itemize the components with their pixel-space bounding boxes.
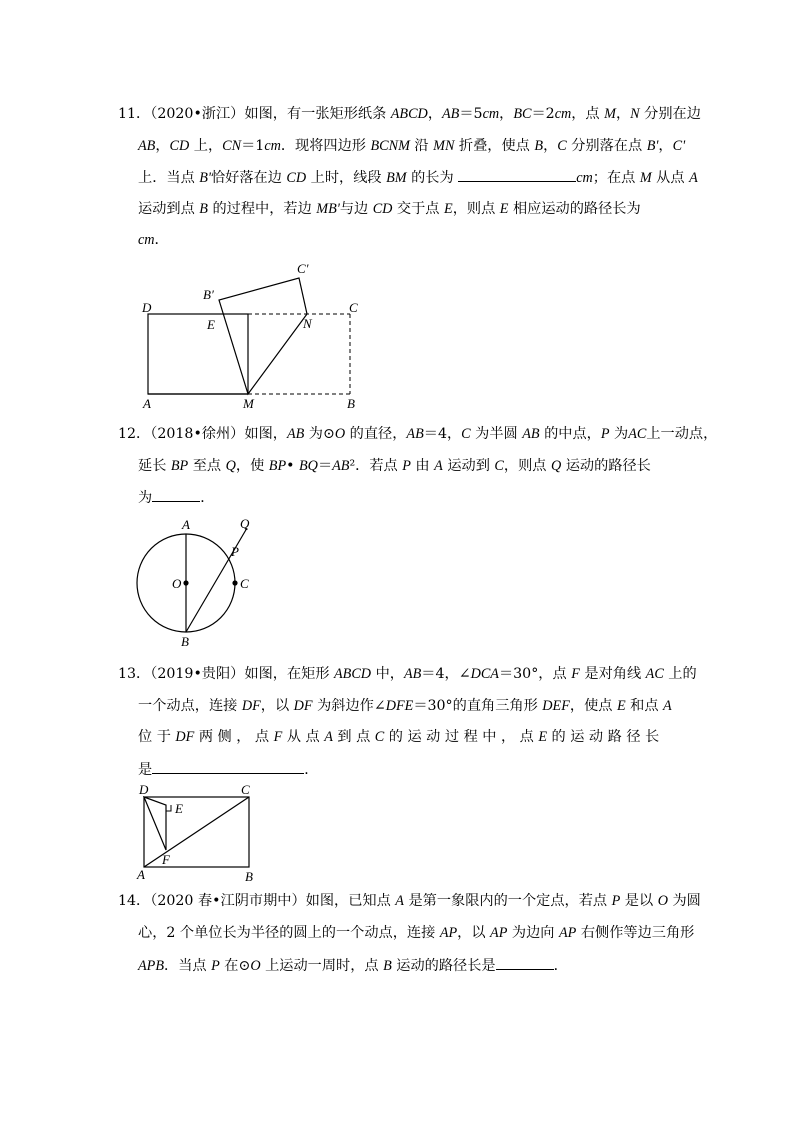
text-run: 与边 xyxy=(339,201,373,217)
text-run: 右侧作等边三角形 xyxy=(576,925,695,941)
math-symbol: F xyxy=(571,666,580,682)
math-symbol: AB xyxy=(522,426,540,442)
text-run: ，使点 xyxy=(569,698,617,714)
math-symbol: A xyxy=(689,170,698,186)
p12-line-2 xyxy=(138,456,651,476)
p13-line-2 xyxy=(138,696,672,716)
text-run: ，点 xyxy=(571,106,605,122)
text-run: ，以 xyxy=(260,698,294,714)
text-run: ，使 xyxy=(235,458,269,474)
text-run: 相应运动的路径长为 xyxy=(508,201,641,217)
answer-blank[interactable] xyxy=(458,167,576,182)
text-run: ，则点 xyxy=(503,458,551,474)
math-symbol: P xyxy=(402,458,411,474)
math-symbol: APB xyxy=(138,958,164,974)
text-run: 交于点 xyxy=(392,201,445,217)
p13-source: （2019•贵阳） xyxy=(150,666,245,682)
p11-rect-ABCD-left xyxy=(148,314,248,394)
text-run: 上一动点， xyxy=(646,426,718,442)
math-symbol: AP xyxy=(558,925,577,941)
text-run: 的中点， xyxy=(539,426,601,442)
text-run: ＝4， xyxy=(423,426,462,442)
p12-label-C: C xyxy=(240,576,249,591)
math-symbol: AB xyxy=(442,106,460,122)
text-run: ，则点 xyxy=(452,201,500,217)
text-run: ＝30°，点 xyxy=(498,666,572,682)
text-run: 为圆 xyxy=(667,893,701,909)
p13-line-3 xyxy=(138,727,659,747)
math-symbol: A xyxy=(434,458,443,474)
p12-source: （2018•徐州） xyxy=(150,426,245,442)
text-run: 上， xyxy=(189,138,223,154)
text-run: 运动到 xyxy=(442,458,495,474)
p11-line-2 xyxy=(138,136,685,156)
text-run: ．当点 xyxy=(164,958,212,974)
p14-line-2 xyxy=(138,923,694,943)
text-run: 是以 xyxy=(620,893,658,909)
text-run: 恰好落在边 xyxy=(210,170,287,186)
math-symbol: AP xyxy=(490,925,508,941)
math-symbol: AC xyxy=(645,666,664,682)
answer-blank[interactable] xyxy=(496,955,554,970)
math-symbol: cm xyxy=(554,106,572,122)
math-symbol: Q xyxy=(225,458,236,474)
text-run: 如图，已知点 xyxy=(305,893,396,909)
text-run: 如图，在矩形 xyxy=(244,666,335,682)
text-run: 中， xyxy=(371,666,404,682)
text-run: 为斜边作∠ xyxy=(312,698,386,714)
text-run: 从 点 xyxy=(282,729,325,745)
text-run: ， xyxy=(658,138,673,154)
text-run: 沿 xyxy=(409,138,434,154)
p11-number: 11． xyxy=(118,106,151,122)
math-symbol: DF xyxy=(241,698,261,714)
text-run: 为边向 xyxy=(507,925,559,941)
p11-label-C: C xyxy=(349,300,358,315)
p11-label-E: E xyxy=(207,317,215,332)
math-symbol: Q xyxy=(550,458,562,474)
text-run: 分别落在点 xyxy=(566,138,647,154)
math-symbol: DCA xyxy=(470,666,499,682)
math-symbol: P xyxy=(611,893,621,909)
text-run: 为 xyxy=(609,426,629,442)
math-symbol: C xyxy=(374,729,385,745)
math-symbol: CD xyxy=(169,138,190,154)
text-run: ＝5 xyxy=(459,106,483,122)
text-run: ， xyxy=(615,106,631,122)
text-run: 的直径， xyxy=(345,426,407,442)
text-run: ， xyxy=(427,106,443,122)
p13-label-D: D xyxy=(139,782,149,797)
p13-diagonal-AC xyxy=(144,797,249,867)
math-symbol: A xyxy=(324,729,333,745)
text-run: ， xyxy=(499,106,514,122)
text-run: 上的 xyxy=(663,666,697,682)
math-symbol: P xyxy=(211,958,220,974)
text-run: 至点 xyxy=(188,458,226,474)
text-run: ， xyxy=(155,138,170,154)
text-run: 的过程中，若边 xyxy=(207,201,317,217)
math-symbol: DEF xyxy=(542,698,570,714)
math-symbol: BM xyxy=(386,170,407,186)
text-run: 的 运 动 过 程 中 ， 点 xyxy=(384,729,539,745)
text-run: 在⊙ xyxy=(219,958,251,974)
math-symbol: B xyxy=(383,958,392,974)
math-symbol: DF xyxy=(175,729,195,745)
p13-label-B: B xyxy=(245,869,253,884)
text-run: ．现将四边形 xyxy=(280,138,371,154)
math-symbol: cm xyxy=(264,138,281,154)
text-run: ． xyxy=(304,762,319,778)
p11-figure xyxy=(135,258,375,413)
math-symbol: AC xyxy=(628,426,647,442)
math-symbol: CN xyxy=(222,138,242,154)
text-run: 延长 xyxy=(138,458,171,474)
text-run: 为 xyxy=(138,490,153,506)
math-symbol: AB xyxy=(403,666,422,682)
text-run: ＝ xyxy=(317,458,333,474)
text-run: 运动的路径长是 xyxy=(391,958,496,974)
text-run: 是第一象限内的一个定点，若点 xyxy=(403,893,612,909)
math-symbol: AB xyxy=(138,138,156,154)
p11-line-3 xyxy=(138,167,698,188)
p11-line-4 xyxy=(138,199,641,219)
math-symbol: E xyxy=(616,698,626,714)
math-symbol: E xyxy=(444,201,453,217)
math-symbol: B xyxy=(199,201,208,217)
p11-label-N: N xyxy=(303,316,312,331)
math-symbol: BP xyxy=(268,458,287,474)
math-symbol: M xyxy=(639,170,652,186)
math-symbol: E xyxy=(538,729,548,745)
p11-label-M: M xyxy=(243,396,254,411)
p14-line-3 xyxy=(138,955,568,976)
math-symbol: C xyxy=(557,138,567,154)
p14-line-1 xyxy=(118,891,701,911)
text-run: 一个动点，连接 xyxy=(138,698,242,714)
text-run: 是 xyxy=(138,762,153,778)
p11-folded-quad xyxy=(219,278,307,394)
text-run: ， xyxy=(543,138,558,154)
p12-point-O xyxy=(183,580,188,585)
p11-line-1 xyxy=(118,104,701,124)
math-symbol: O xyxy=(250,958,261,974)
text-run: 到 点 xyxy=(332,729,375,745)
math-symbol: M xyxy=(604,106,616,122)
text-run: 运动到点 xyxy=(138,201,200,217)
math-symbol: F xyxy=(273,729,283,745)
math-symbol: ABCD xyxy=(334,666,372,682)
math-symbol: DFE xyxy=(385,698,414,714)
p13-right-angle-mark xyxy=(166,805,171,811)
math-symbol: O xyxy=(657,893,668,909)
answer-blank[interactable] xyxy=(152,487,200,502)
p11-source: （2020•浙江） xyxy=(150,106,245,122)
answer-blank[interactable] xyxy=(152,759,304,774)
math-symbol: A xyxy=(395,893,404,909)
text-run: • xyxy=(286,458,300,474)
text-run: 心，2 个单位长为半径的圆上的一个动点，连接 xyxy=(138,925,440,941)
p13-number: 13． xyxy=(118,666,151,682)
text-run: 和点 xyxy=(625,698,664,714)
math-symbol: MN xyxy=(433,138,455,154)
text-run: 折叠，使点 xyxy=(454,138,535,154)
math-symbol: B' xyxy=(199,170,211,186)
text-run: ＝1 xyxy=(241,138,265,154)
p12-line-3 xyxy=(138,487,214,508)
math-symbol: ABCD xyxy=(390,106,428,122)
text-run: 两 侧 ， 点 xyxy=(194,729,274,745)
p12-line-1 xyxy=(118,424,717,444)
p12-label-Q: Q xyxy=(240,516,250,531)
text-run: ＝30°的直角三角形 xyxy=(413,698,543,714)
math-symbol: AB xyxy=(332,458,350,474)
math-symbol: CD xyxy=(372,201,393,217)
text-run: 如图，有一张矩形纸条 xyxy=(244,106,391,122)
text-run: 为⊙ xyxy=(304,426,335,442)
p12-number: 12． xyxy=(118,426,151,442)
math-symbol: BC xyxy=(513,106,532,122)
text-run: 是对角线 xyxy=(579,666,646,682)
p12-label-A: A xyxy=(182,517,190,532)
math-symbol: C xyxy=(461,426,471,442)
math-symbol: O xyxy=(334,426,346,442)
math-symbol: BQ xyxy=(299,458,318,474)
text-run: 的 运 动 路 径 长 xyxy=(547,729,660,745)
p11-line-5 xyxy=(138,230,169,250)
math-symbol: cm xyxy=(482,106,500,122)
math-symbol: cm xyxy=(576,170,593,186)
p11-label-Bp: B′ xyxy=(203,287,214,302)
text-run: ²．若点 xyxy=(349,458,403,474)
p12-figure xyxy=(130,515,260,650)
p12-label-P: P xyxy=(231,544,239,559)
p11-label-D: D xyxy=(142,300,152,315)
text-run: 由 xyxy=(410,458,435,474)
text-run: 上运动一周时，点 xyxy=(260,958,384,974)
math-symbol: B xyxy=(534,138,544,154)
math-symbol: B' xyxy=(646,138,659,154)
text-run: ，以 xyxy=(457,925,491,941)
p14-number: 14． xyxy=(118,893,151,909)
math-symbol: E xyxy=(499,201,509,217)
text-run: 为半圆 xyxy=(470,426,523,442)
p13-label-F: F xyxy=(162,852,170,867)
math-symbol: BCNM xyxy=(370,138,410,154)
math-symbol: C xyxy=(494,458,504,474)
text-run: 位 于 xyxy=(138,729,176,745)
math-symbol: P xyxy=(600,426,610,442)
text-run: ；在点 xyxy=(592,170,640,186)
p13-label-C: C xyxy=(241,782,250,797)
math-symbol: DF xyxy=(293,698,313,714)
text-run: ． xyxy=(154,232,169,248)
p13-label-A: A xyxy=(137,867,145,882)
text-run: 从点 xyxy=(651,170,690,186)
p14-source: （2020 春•江阴市期中） xyxy=(150,893,306,909)
text-run: 分别在边 xyxy=(639,106,701,122)
p11-label-Cp: C′ xyxy=(297,261,309,276)
p13-label-E: E xyxy=(175,801,183,816)
text-run: 运动的路径长 xyxy=(561,458,651,474)
text-run: 上时，线段 xyxy=(306,170,387,186)
p12-point-C xyxy=(232,580,237,585)
text-run: 的长为 xyxy=(406,170,459,186)
math-symbol: MB' xyxy=(316,201,340,217)
math-symbol: CD xyxy=(286,170,307,186)
math-symbol: cm xyxy=(138,232,155,248)
math-symbol: A xyxy=(663,698,672,714)
text-run: 如图， xyxy=(244,426,287,442)
p13-line-1 xyxy=(118,664,697,684)
text-run: ． xyxy=(553,958,568,974)
text-run: ＝2 xyxy=(531,106,555,122)
text-run: ＝4，∠ xyxy=(421,666,471,682)
p13-figure xyxy=(135,783,265,883)
math-symbol: AB xyxy=(406,426,424,442)
math-symbol: AB xyxy=(286,426,305,442)
p13-triangle-DEF xyxy=(144,797,166,850)
text-run: 上．当点 xyxy=(138,170,200,186)
math-symbol: N xyxy=(630,106,640,122)
math-symbol: BP xyxy=(170,458,189,474)
p12-label-B: B xyxy=(181,634,189,649)
math-symbol: AP xyxy=(439,925,458,941)
text-run: ． xyxy=(200,490,215,506)
p11-label-B: B xyxy=(347,396,355,411)
math-symbol: C' xyxy=(672,138,686,154)
p12-label-O: O xyxy=(172,576,182,591)
p11-label-A: A xyxy=(143,396,151,411)
p13-line-4 xyxy=(138,759,318,780)
